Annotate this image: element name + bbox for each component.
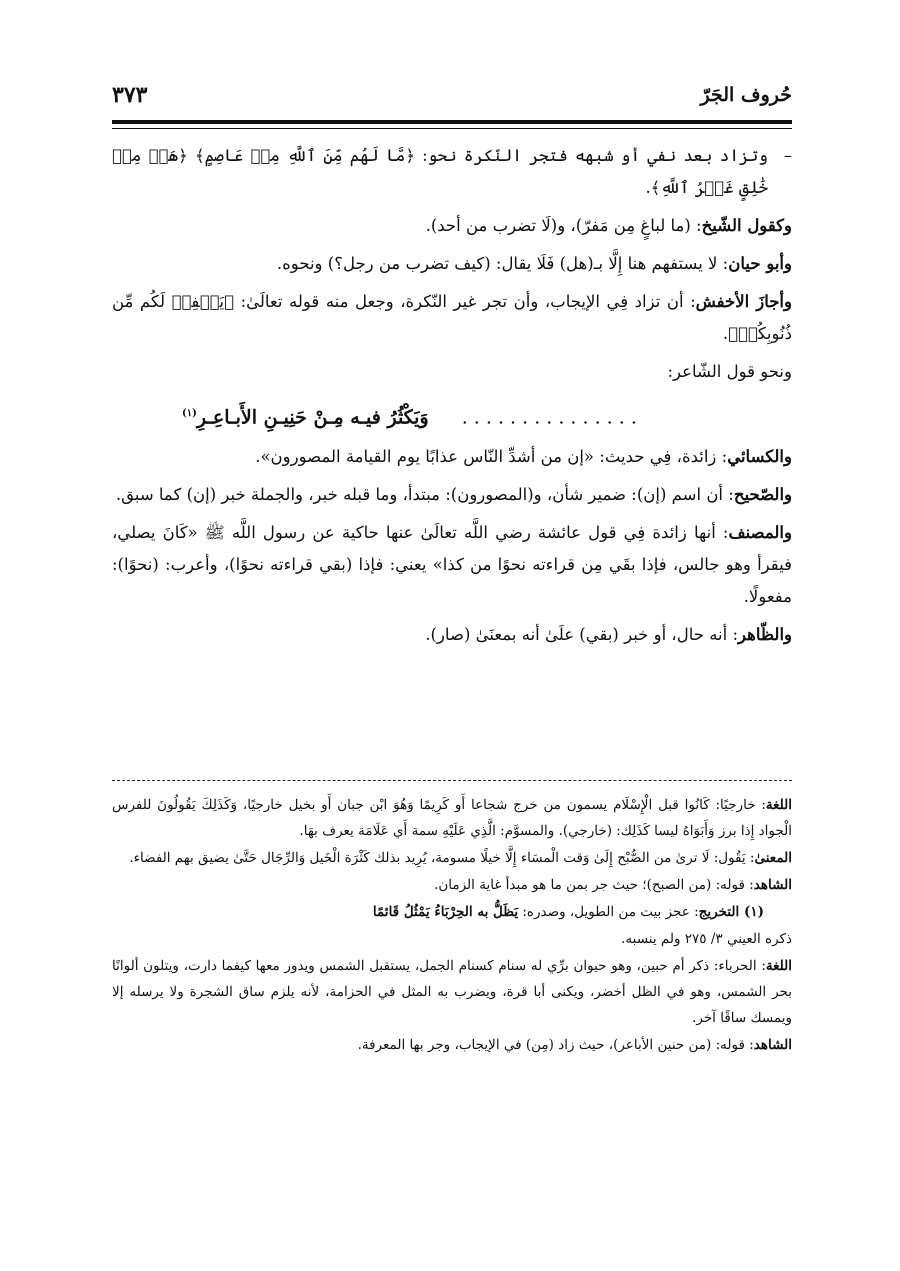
running-title: حُروف الجَرّ <box>700 84 792 106</box>
footnote-paragraph <box>112 872 792 898</box>
footnote-label: الشاهد <box>753 1037 792 1053</box>
footnote-paragraph <box>112 1032 792 1058</box>
footnote-paragraph <box>112 926 792 952</box>
footnote-label: الشاهد <box>753 877 792 893</box>
page-number: ٣٧٣ <box>112 82 148 108</box>
paragraph <box>112 517 792 613</box>
footnote-paragraph <box>112 953 792 1031</box>
verse-ellipsis: . . . . . . . . . . . . . . . <box>461 406 637 429</box>
footnotes <box>112 792 792 1059</box>
paragraph-lead: والظّاهر <box>738 625 792 645</box>
footnote-label: المعنىٰ <box>754 850 792 866</box>
paragraph-lead: وأجازَ الأخفش <box>695 292 792 311</box>
main-text <box>112 140 792 657</box>
paragraph <box>112 210 792 242</box>
footnote-text: : قوله: (من حنين الأباعر)، حيث زاد (مِن) في الإيجاب، وجر بها المعرفة. <box>357 1037 754 1053</box>
footnote-paragraph <box>112 792 792 844</box>
header-rule-thick <box>112 120 792 124</box>
header-rule-thin <box>112 128 792 129</box>
paragraph-lead: وأبو حيان <box>728 254 792 273</box>
paragraph-text: : أن اسم (إن): ضمير شأن، و(المصورون): مبتدأ، وما قبله خبر، والجملة خبر (إن) كما سبق. <box>115 485 734 505</box>
paragraph-text: : أنه حال، أو خبر (بقي) علَىٰ أنه بمعنَىٰ (صار). <box>425 625 739 645</box>
footnote-text: : يَقُول: لَا ترىٰ من الصُّبْح إِلَىٰ وَقت الْمسَاء إِلَّا خيلًا مسومة، يُرِيد بذلك كَثْرَة الْخَيل وَالرِّجَال حَتَّىٰ يضيق بهم الفضاء. <box>129 850 755 866</box>
footnote-label: (١) التخريج <box>698 904 764 920</box>
paragraph <box>112 356 792 388</box>
paragraph-text: : لا يستفهم هنا إِلَّا بـ(هل) فَلَا يقال: (كيف تضرب من رجل؟) ونحوه. <box>276 254 729 273</box>
footnote-paragraph <box>112 845 792 871</box>
paragraph-lead: والكسائي <box>727 447 792 467</box>
paragraph <box>112 140 792 204</box>
footnote-text: : خارجيًا: كَانُوا قبل الْإِسْلَام يسمون من خرج شجاعا أَو كَرِيمًا وَهُوَ ابْن جبان أَو بخيل خارجيًا، وَكَذَلِكَ يَقُولُونَ للفرس الْجواد إِذا برز وَأَبَوَاهُ ليسا كَذَلِك: (خارجي). والمسوَّم: الَّذِي عَلَيْهِ سمة أَي عَلَامَة يعرف بهَا. <box>112 797 792 839</box>
footnote-text: : عجز بيت من الطويل، وصدره: <box>518 904 699 920</box>
paragraph-text: وتزاد بعد نفي أو شبهه فتجر النّكرة نحو: ﴿مَّا لَهُم مِّنَ ٱللَّهِ مِنۡ عَاصِمٍ﴾ ﴿هَلۡ مِنۡ خَٰلِقٍ غَيۡرُ ٱللَّهِ﴾. <box>112 146 768 197</box>
paragraph <box>112 286 792 350</box>
paragraph-text: ونحو قول الشّاعر: <box>667 362 792 381</box>
paragraph <box>112 619 792 651</box>
paragraph-text: : أنها زائدة فِي قول عائشة رضي اللَّه تعالَىٰ عنها حاكية عن رسول اللَّه ﷺ «كَانَ يصلي، فيقرأ وهو جالس، فإذا بقَي مِن قراءته نحوًا من كذا» يعني: فإذا (بقي قراءته نحوًا)، وأعرب: (نحوًا): مفعولًا. <box>112 523 792 607</box>
poetry-verse <box>112 398 792 433</box>
paragraph-text: : (ما لباغٍ مِن مَفرّ)، و(لَا تضرب من أحد). <box>425 216 702 235</box>
footnote-separator <box>112 780 792 781</box>
footnote-label: اللغة <box>765 958 792 974</box>
footnote-paragraph <box>112 899 792 925</box>
paragraph <box>112 248 792 280</box>
paragraph <box>112 479 792 511</box>
footnote-text: : قوله: (من الصبح)؛ حيث جر بمن ما هو مبدأ غاية الزمان. <box>434 877 754 893</box>
footnote-marker: (١) <box>182 408 197 419</box>
paragraph-text: : أن تزاد فِي الإيجاب، وأن تجر غير النّكرة، وجعل منه قوله تعالَىٰ: ﴿يَغۡفِرۡ لَكُم مِّن ذُنُوبِكُمۡ﴾. <box>112 292 792 343</box>
footnote-label: اللغة <box>765 797 792 813</box>
paragraph-text: : زائدة، فِي حديث: «إن من أشدِّ النّاس عذابًا يوم القيامة المصورون». <box>255 447 728 467</box>
paragraph-lead: والمصنف <box>728 523 792 543</box>
list-dash: – <box>783 146 792 165</box>
paragraph-lead: والصّحيح <box>733 485 792 505</box>
paragraph <box>112 441 792 473</box>
verse-text: وَيَكْثُرُ فيـه مِـنْ حَنِيـنِ الأَبـاعِـرِ <box>196 406 429 429</box>
paragraph-lead: وكقول الشّيخ <box>701 216 792 235</box>
page-header <box>112 82 792 116</box>
footnote-verse: يَظَلُّ به الحِرْبَاءُ يَمْثُلُ قَائمًا <box>372 904 519 920</box>
footnote-text: ذكره العيني ٣/ ٢٧٥ ولم ينسبه. <box>621 931 792 947</box>
footnote-text: : الحرباء: ذكر أم حبين، وهو حيوان برِّي له سنام كسنام الجمل، يستقبل الشمس ويدور معها كيفما دارت، ويتلون ألوانًا بحر الشمس، وهو في الظل أخضر، ويكنى أبا قرة، ويضرب به المثل في الحزامة، لأنه يلزم ساق الشجرة ولا يرسله إلا ويمسك ساقًا آخر. <box>112 958 792 1026</box>
